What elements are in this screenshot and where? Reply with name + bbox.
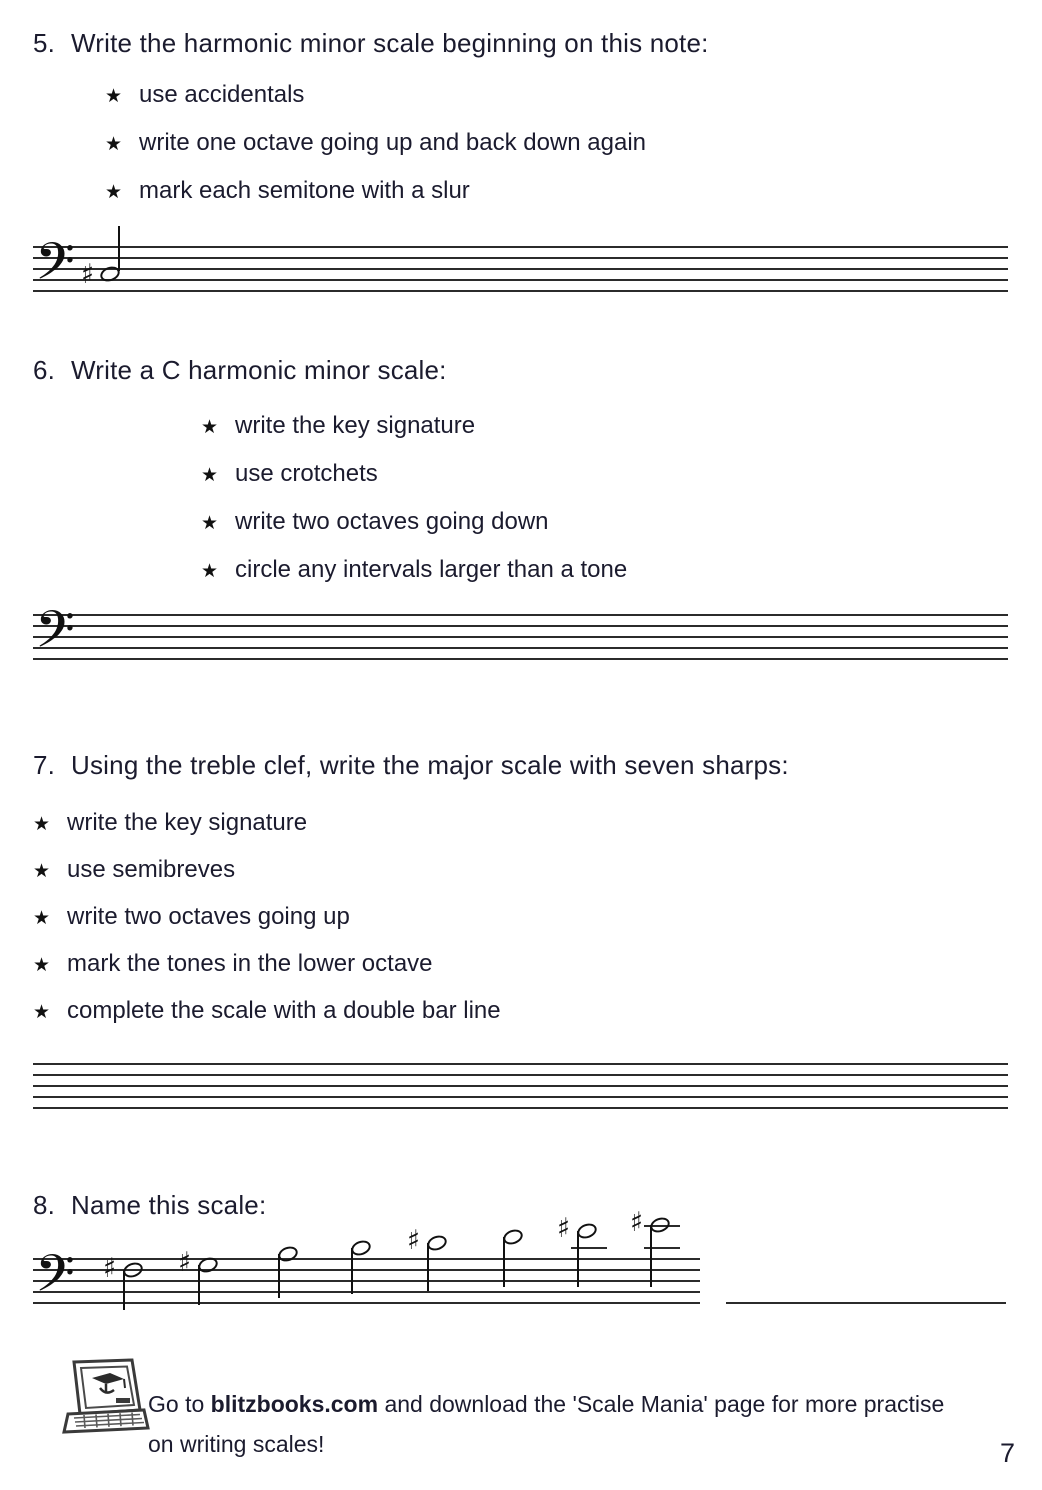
list-item — [33, 903, 789, 931]
bass-clef-icon: 𝄢 — [35, 1243, 75, 1316]
list-item — [201, 508, 627, 536]
note-stem — [118, 226, 120, 271]
list-item — [33, 950, 789, 978]
star-icon: ★ — [33, 955, 51, 976]
blitzbooks-link[interactable]: blitzbooks.com — [210, 1391, 379, 1417]
star-icon: ★ — [33, 1002, 51, 1023]
question-7-number: 7. — [33, 750, 56, 780]
bullet-text: mark each semitone with a slur — [139, 177, 470, 204]
stave-line — [33, 1096, 1008, 1098]
bullet-text: write the key signature — [67, 809, 308, 836]
footer-text-line2: on writing scales! — [148, 1431, 325, 1457]
star-icon: ★ — [201, 513, 219, 534]
question-6-number: 6. — [33, 355, 56, 385]
question-7-heading — [33, 750, 789, 781]
question-8-heading — [33, 1190, 266, 1221]
stave-line — [33, 1291, 700, 1293]
question-8-number: 8. — [33, 1190, 56, 1220]
question-5-text: Write the harmonic minor scale beginning on this note: — [71, 28, 709, 58]
star-icon: ★ — [105, 182, 123, 203]
footer-text-after: and download the 'Scale Mania' page for more practise — [378, 1391, 945, 1417]
sharp-icon: ♯ — [103, 1253, 117, 1284]
bullet-text: circle any intervals larger than a tone — [235, 556, 628, 583]
bullet-text: write two octaves going down — [235, 508, 549, 535]
stave-line — [33, 1085, 1008, 1087]
bullet-text: write two octaves going up — [67, 903, 350, 930]
bullet-text: use accidentals — [139, 81, 305, 108]
question-6-bullets — [201, 412, 627, 584]
question-6-block — [33, 355, 627, 584]
stave-line — [33, 636, 1008, 638]
stave-line — [33, 1258, 700, 1260]
stave-line — [33, 1074, 1008, 1076]
stave-line — [33, 647, 1008, 649]
stave-line — [33, 614, 1008, 616]
question-7-text: Using the treble clef, write the major scale with seven sharps: — [71, 750, 789, 780]
star-icon: ★ — [105, 86, 123, 107]
bullet-text: use semibreves — [67, 856, 236, 883]
bullet-text: write the key signature — [235, 412, 476, 439]
stave-line — [33, 1063, 1008, 1065]
question-7-bullets — [33, 809, 789, 1025]
question-6-heading — [33, 355, 627, 386]
sharp-icon: ♯ — [81, 259, 95, 290]
note-stem — [123, 1270, 125, 1310]
sharp-icon: ♯ — [178, 1247, 192, 1278]
star-icon: ★ — [33, 861, 51, 882]
list-item — [105, 81, 709, 109]
list-item — [201, 412, 627, 440]
note-stem — [427, 1243, 429, 1291]
stave-line — [33, 1302, 700, 1304]
stave-line — [33, 279, 1008, 281]
stave-line — [33, 658, 1008, 660]
star-icon: ★ — [33, 814, 51, 835]
star-icon: ★ — [201, 561, 219, 582]
list-item — [201, 460, 627, 488]
question-5-heading — [33, 28, 709, 59]
question-5-block — [33, 28, 709, 225]
sharp-icon: ♯ — [557, 1213, 571, 1244]
sharp-icon: ♯ — [630, 1207, 644, 1238]
question-8-text: Name this scale: — [71, 1190, 267, 1220]
footer-note — [148, 1384, 1008, 1464]
list-item — [105, 129, 709, 157]
bullet-text: write one octave going up and back down again — [139, 129, 647, 156]
laptop-icon — [58, 1358, 150, 1436]
bullet-text: mark the tones in the lower octave — [67, 950, 433, 977]
bullet-text: use crotchets — [235, 460, 378, 487]
star-icon: ★ — [105, 134, 123, 155]
list-item — [33, 856, 789, 884]
stave-line — [33, 257, 1008, 259]
question-6-text: Write a C harmonic minor scale: — [71, 355, 447, 385]
question-5-bullets — [105, 81, 709, 205]
star-icon: ★ — [33, 908, 51, 929]
list-item — [105, 177, 709, 205]
stave-line — [33, 246, 1008, 248]
question-5-number: 5. — [33, 28, 56, 58]
question-7-block — [33, 750, 789, 1025]
page-number: 7 — [1000, 1438, 1016, 1468]
stave-line — [33, 290, 1008, 292]
stave-question-5 — [33, 231, 1008, 304]
note-stem — [503, 1237, 505, 1287]
note-stem — [577, 1231, 579, 1287]
note-stem — [278, 1254, 280, 1298]
list-item — [201, 556, 627, 584]
stave-question-8 — [33, 1207, 700, 1316]
footer-text-before: Go to — [148, 1391, 211, 1417]
stave-line — [33, 1280, 700, 1282]
bass-clef-icon: 𝄢 — [35, 231, 75, 304]
note-stem — [351, 1248, 353, 1294]
note-stem — [198, 1265, 200, 1305]
stave-line — [33, 1107, 1008, 1109]
stave-question-7 — [33, 1063, 1008, 1113]
question-8-block — [33, 1190, 266, 1221]
star-icon: ★ — [201, 465, 219, 486]
bullet-text: complete the scale with a double bar line — [67, 997, 501, 1024]
stave-line — [33, 625, 1008, 627]
bass-clef-icon: 𝄢 — [35, 599, 75, 672]
sharp-icon: ♯ — [407, 1225, 421, 1256]
stave-line — [33, 268, 1008, 270]
star-icon: ★ — [201, 417, 219, 438]
answer-line-question-8[interactable] — [726, 1302, 1006, 1304]
list-item — [33, 997, 789, 1025]
stave-question-6 — [33, 599, 1008, 672]
list-item — [33, 809, 789, 837]
note-stem — [650, 1225, 652, 1287]
